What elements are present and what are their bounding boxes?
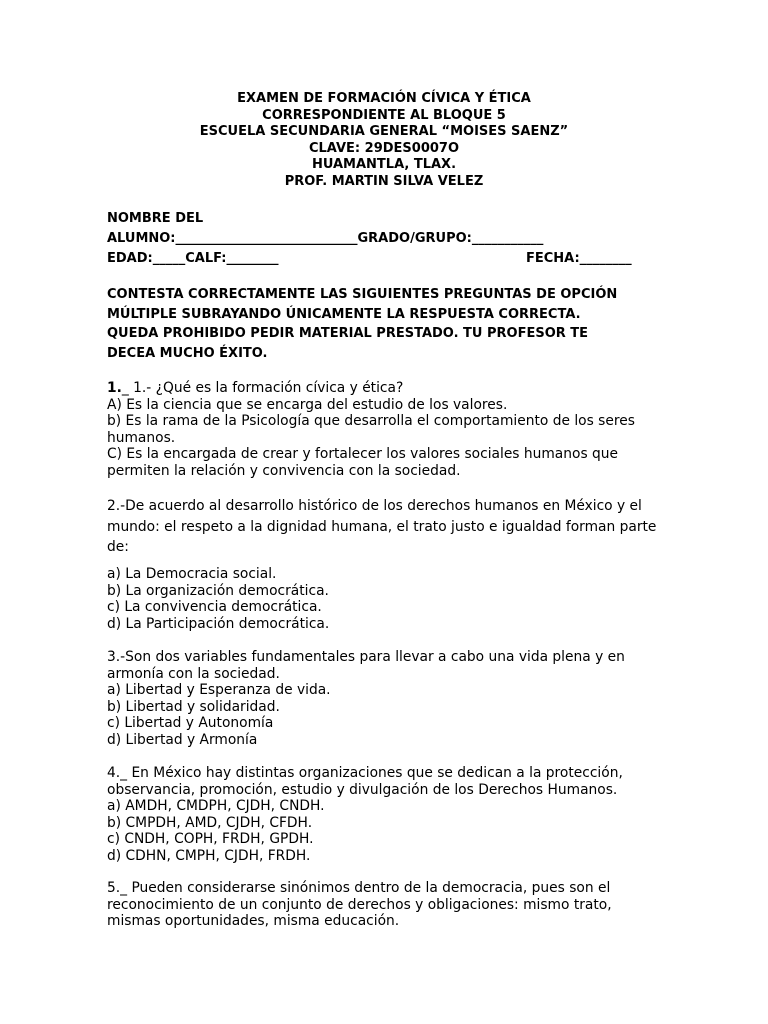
question-1-number: 1. (107, 380, 122, 396)
question-2-option-a: a) La Democracia social. (107, 566, 277, 582)
question-1-option-a: A) Es la ciencia que se encarga del estudio de los valores. (107, 396, 508, 413)
instructions-line: QUEDA PROHIBIDO PEDIR MATERIAL PRESTADO. TU PROFESOR TE (107, 326, 589, 341)
date-field: FECHA:________ (526, 251, 632, 266)
question-4-option-a: a) AMDH, CMDPH, CJDH, CNDH. (107, 798, 325, 815)
question-5-text: mismas oportunidades, misma educación. (107, 913, 400, 930)
question-1-prompt: _ 1.- ¿Qué es la formación cívica y ética? (121, 380, 404, 396)
question-2-text: de: (107, 539, 129, 555)
question-5-text: 5._ Pueden considerarse sinónimos dentro de la democracia, pues son el (107, 880, 611, 896)
question-3-option-d: d) Libertad y Armonía (107, 731, 258, 748)
question-1-option-b-cont: humanos. (107, 429, 176, 446)
question-4-text: observancia, promoción, estudio y divulgación de los Derechos Humanos. (107, 781, 618, 798)
exam-title: EXAMEN DE FORMACIÓN CÍVICA Y ÉTICA (237, 91, 531, 106)
teacher-name: PROF. MARTIN SILVA VELEZ (284, 173, 484, 189)
age-score-field: EDAD:_____CALF:________ (107, 251, 279, 266)
question-1-text (107, 380, 635, 397)
school-name: ESCUELA SECUNDARIA GENERAL “MOISES SAENZ” (199, 124, 569, 140)
question-2 (107, 496, 656, 558)
school-location: HUAMANTLA, TLAX. (311, 157, 457, 173)
question-4 (107, 765, 623, 865)
question-2-text: 2.-De acuerdo al desarrollo histórico de los derechos humanos en México y el (107, 498, 642, 514)
school-key: CLAVE: 29DES0007O (308, 140, 460, 156)
question-3-option-a: a) Libertad y Esperanza de vida. (107, 682, 331, 699)
exam-block: CORRESPONDIENTE AL BLOQUE 5 (262, 107, 506, 123)
question-4-option-d: d) CDHN, CMPH, CJDH, FRDH. (107, 847, 311, 864)
student-info (107, 209, 632, 269)
question-4-text: 4._ En México hay distintas organizaciones que se dedican a la protección, (107, 765, 623, 781)
question-4-option-c: c) CNDH, COPH, FRDH, GPDH. (107, 831, 314, 848)
exam-header (0, 91, 768, 191)
question-3-option-b: b) Libertad y solidaridad. (107, 698, 280, 715)
question-5-text: reconocimiento de un conjunto de derechos y obligaciones: mismo trato, (107, 896, 612, 913)
question-3-option-c: c) Libertad y Autonomía (107, 715, 274, 732)
instructions-line: CONTESTA CORRECTAMENTE LAS SIGUIENTES PREGUNTAS DE OPCIÓN (107, 287, 618, 302)
question-5 (107, 880, 612, 930)
question-3-text: armonía con la sociedad. (107, 665, 280, 682)
question-2-text: mundo: el respeto a la dignidad humana, el trato justo e igualdad forman parte (107, 518, 657, 535)
instructions-line: MÚLTIPLE SUBRAYANDO ÚNICAMENTE LA RESPUESTA CORRECTA. (107, 306, 581, 322)
question-3-text: 3.-Son dos variables fundamentales para llevar a cabo una vida plena y en (107, 649, 625, 665)
question-3 (107, 649, 625, 749)
question-2-options (107, 566, 329, 632)
question-1 (107, 380, 635, 480)
question-2-option-c: c) La convivencia democrática. (107, 599, 322, 616)
student-age-grade-date-row (107, 249, 632, 269)
question-2-option-b: b) La organización democrática. (107, 582, 329, 599)
question-4-option-b: b) CMPDH, AMD, CJDH, CFDH. (107, 814, 313, 831)
question-1-option-b: b) Es la rama de la Psicología que desarrolla el comportamiento de los seres (107, 413, 635, 430)
question-2-option-d: d) La Participación democrática. (107, 615, 330, 632)
instructions (107, 285, 617, 363)
instructions-line: DECEA MUCHO ÉXITO. (107, 345, 268, 361)
question-1-option-c: C) Es la encargada de crear y fortalecer los valores sociales humanos que (107, 446, 619, 463)
question-1-option-c-cont: permiten la relación y convivencia con la sociedad. (107, 462, 461, 479)
student-name-label: NOMBRE DEL (107, 211, 204, 226)
student-name-grade-field: ALUMNO:____________________________GRADO/GRUPO:___________ (107, 231, 544, 246)
